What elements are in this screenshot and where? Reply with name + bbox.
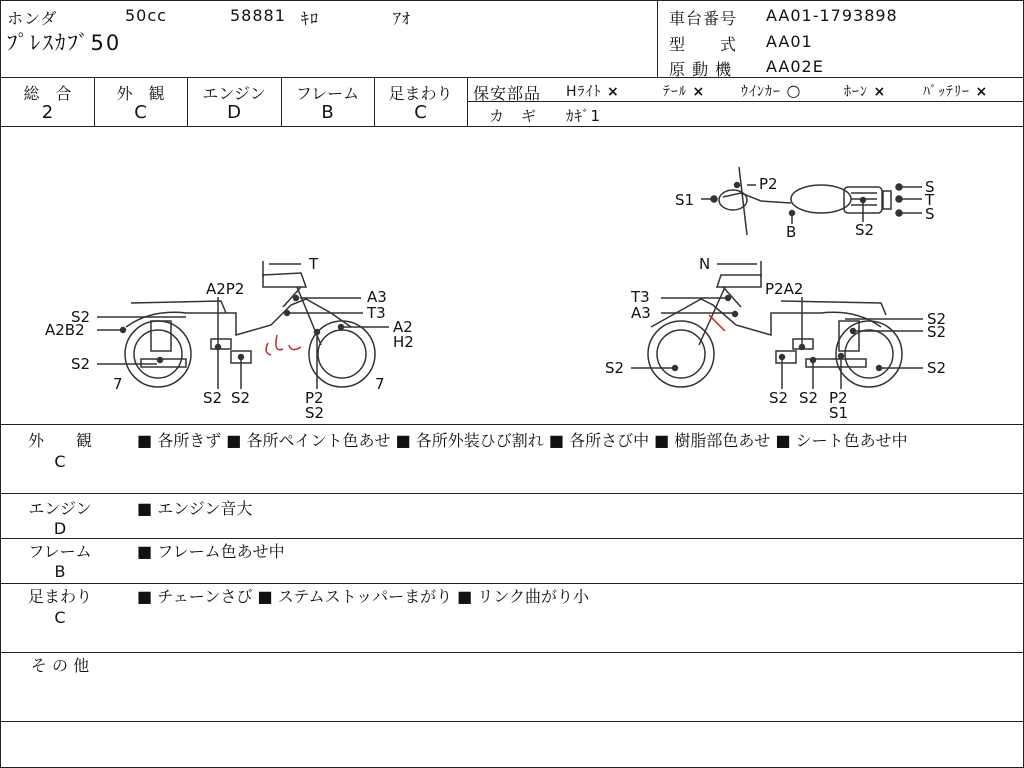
- label-top-s: S: [925, 205, 935, 223]
- label-right: S2: [927, 323, 947, 341]
- label-left: A2: [393, 318, 413, 336]
- note-text: ■ フレーム色あせ中: [137, 542, 285, 561]
- grade-value: B: [321, 102, 334, 123]
- grade-label: エンジン: [202, 84, 266, 103]
- notes-suspension: [1, 584, 1023, 652]
- color: ｱｵ: [393, 9, 412, 28]
- label-top-s2: S2: [855, 221, 875, 239]
- label-right: A3: [631, 304, 651, 322]
- note-label: 外 観: [27, 431, 92, 450]
- safety-item: [844, 81, 886, 101]
- safety-item: [741, 81, 801, 101]
- grade-value: D: [227, 102, 241, 123]
- notes-frame: [1, 539, 1023, 583]
- note-text: ■ エンジン音大: [137, 499, 253, 518]
- grade-label: フレーム: [295, 84, 360, 103]
- label-left: S2: [71, 308, 91, 326]
- notes-other: [1, 653, 1023, 721]
- note-label: エンジン: [28, 499, 92, 518]
- label-left: A3: [367, 288, 387, 306]
- label-left: T3: [367, 304, 386, 322]
- engine-label: 原 動 機: [669, 60, 733, 79]
- note-grade: D: [53, 519, 67, 538]
- notes-exterior: [1, 425, 1023, 493]
- mileage: 58881: [230, 6, 286, 25]
- key-label: カ ギ: [489, 107, 538, 125]
- safety-item-mark: ×: [692, 84, 706, 100]
- model-name: ﾌﾟﾚｽｶﾌﾞ50: [7, 31, 122, 55]
- safety-item-mark: ×: [975, 84, 989, 100]
- safety-item: [923, 81, 988, 101]
- note-label: 足まわり: [27, 587, 92, 606]
- label-top-s1: S1: [675, 191, 695, 209]
- safety-item-label: ﾊﾞｯﾃﾘｰ: [923, 84, 970, 100]
- divider: [1, 721, 1023, 722]
- damage-marks: [266, 315, 725, 355]
- divider: [467, 101, 1023, 102]
- label-right: S1: [829, 404, 849, 422]
- grade-value: 2: [41, 102, 54, 123]
- grade-label: 足まわり: [388, 84, 453, 103]
- grade-label: 総 合: [23, 84, 72, 103]
- grade-exterior: [94, 80, 187, 126]
- safety-item-label: ﾎｰﾝ: [844, 84, 868, 100]
- safety-item: [566, 81, 620, 101]
- grade-value: C: [414, 102, 427, 123]
- label-top-s: S: [925, 178, 935, 196]
- note-label: そ の 他: [30, 656, 90, 675]
- divider: [467, 77, 468, 126]
- label-left: A2P2: [206, 280, 245, 298]
- type-value: AA01: [766, 32, 813, 51]
- safety-item-label: ｳｲﾝｶｰ: [741, 84, 781, 100]
- label-left: H2: [393, 333, 414, 351]
- safety-item-label: Hﾗｲﾄ: [566, 84, 602, 100]
- grade-value: C: [134, 102, 147, 123]
- label-right: S2: [927, 310, 947, 328]
- label-right: S2: [927, 359, 947, 377]
- grade-overall: [1, 80, 94, 126]
- note-label: フレーム: [28, 542, 92, 561]
- maker: ホンダ: [7, 9, 58, 28]
- note-text: ■ 各所きず ■ 各所ペイント色あせ ■ 各所外装ひび割れ ■ 各所さび中 ■ 樹脂部色あせ ■ シート色あせ中: [137, 431, 908, 450]
- label-right: S2: [769, 389, 789, 407]
- grade-frame: [281, 80, 374, 126]
- chassis-number: AA01-1793898: [766, 6, 898, 25]
- key-value: ｶｷﾞ1: [566, 107, 602, 125]
- safety-item-label: ﾃｰﾙ: [663, 84, 687, 100]
- note-grade: B: [54, 562, 66, 581]
- safety-item-mark: ×: [606, 84, 620, 100]
- label-left: P2: [305, 389, 324, 407]
- chassis-label: 車台番号: [669, 9, 738, 28]
- label-left: S2: [203, 389, 223, 407]
- mileage-unit: ｷﾛ: [301, 9, 320, 28]
- divider: [1, 77, 1023, 78]
- safety-item-mark: ×: [873, 84, 887, 100]
- grade-suspension: [374, 80, 467, 126]
- safety-item: [663, 81, 705, 101]
- note-grade: C: [54, 452, 66, 471]
- label-left: A2B2: [45, 321, 85, 339]
- grade-engine: [187, 80, 281, 126]
- label-left: 7: [375, 375, 385, 393]
- notes-engine: [1, 494, 1023, 538]
- label-right: S2: [799, 389, 819, 407]
- label-left: 7: [113, 375, 123, 393]
- vehicle-summary: [1, 1, 657, 77]
- engine-value: AA02E: [766, 57, 824, 76]
- note-grade: C: [54, 608, 66, 627]
- label-left: S2: [231, 389, 251, 407]
- grade-label: 外 観: [116, 84, 165, 103]
- label-right: T3: [631, 288, 650, 306]
- displacement: 50cc: [125, 6, 167, 25]
- label-left: S2: [71, 355, 91, 373]
- label-top-t: T: [925, 191, 935, 209]
- label-right: P2: [829, 389, 848, 407]
- type-label: 型 式: [669, 35, 738, 54]
- vehicle-ids: [657, 1, 1024, 77]
- label-left: T: [309, 255, 319, 273]
- label-right: N: [699, 255, 711, 273]
- label-top-p2: P2: [759, 175, 778, 193]
- label-right: P2A2: [765, 280, 804, 298]
- label-top-b: B: [786, 223, 797, 241]
- safety-item-mark: ○: [786, 81, 802, 100]
- note-text: ■ チェーンさび ■ ステムストッパーまがり ■ リンク曲がり小: [137, 587, 590, 606]
- damage-diagram: [1, 127, 1023, 423]
- label-right: S2: [605, 359, 625, 377]
- safety-label: 保安部品: [473, 84, 542, 103]
- label-left: S2: [305, 404, 325, 422]
